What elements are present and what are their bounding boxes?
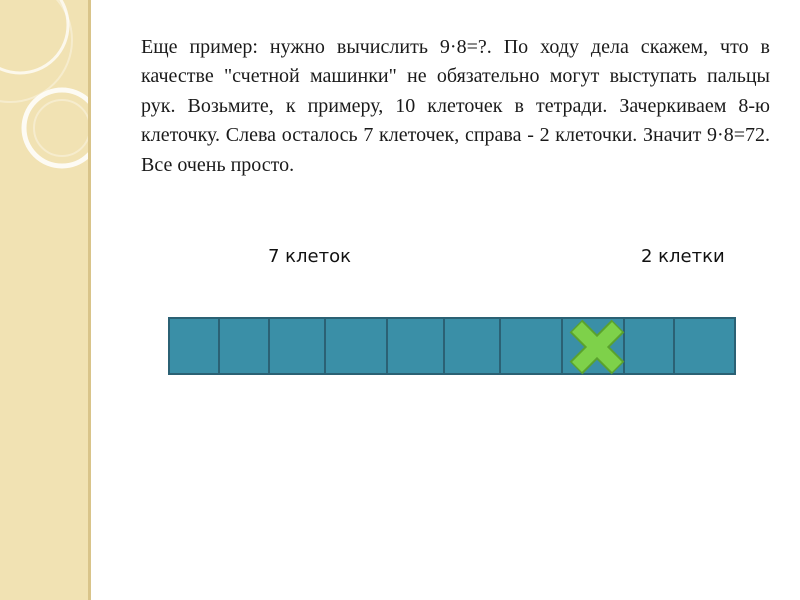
cell bbox=[388, 319, 445, 373]
cell bbox=[501, 319, 563, 373]
circle-ornament-icon bbox=[0, 0, 88, 600]
cell bbox=[170, 319, 220, 373]
right-count-label: 2 клетки bbox=[641, 246, 725, 267]
cell bbox=[326, 319, 388, 373]
cross-mark-icon bbox=[568, 318, 626, 376]
cell bbox=[220, 319, 270, 373]
cell bbox=[445, 319, 501, 373]
cell bbox=[675, 319, 734, 373]
decorative-sidebar bbox=[0, 0, 88, 600]
left-count-label: 7 клеток bbox=[268, 246, 351, 267]
sidebar-edge bbox=[88, 0, 91, 600]
notebook-cells-row bbox=[168, 317, 736, 375]
cell bbox=[625, 319, 675, 373]
cell bbox=[270, 319, 326, 373]
body-text: Еще пример: нужно вычислить 9·8=?. По ходу дела скажем, что в качестве "счетной машинки" не обязательно могут выступать пальцы рук. Возьмите, к примеру, 10 клеточек в тетради. Зачеркиваем 8-ю клеточку. Слева осталось 7 клеточек, справа - 2 клеточки. Значит 9·8=72. Все очень просто. bbox=[141, 36, 770, 176]
